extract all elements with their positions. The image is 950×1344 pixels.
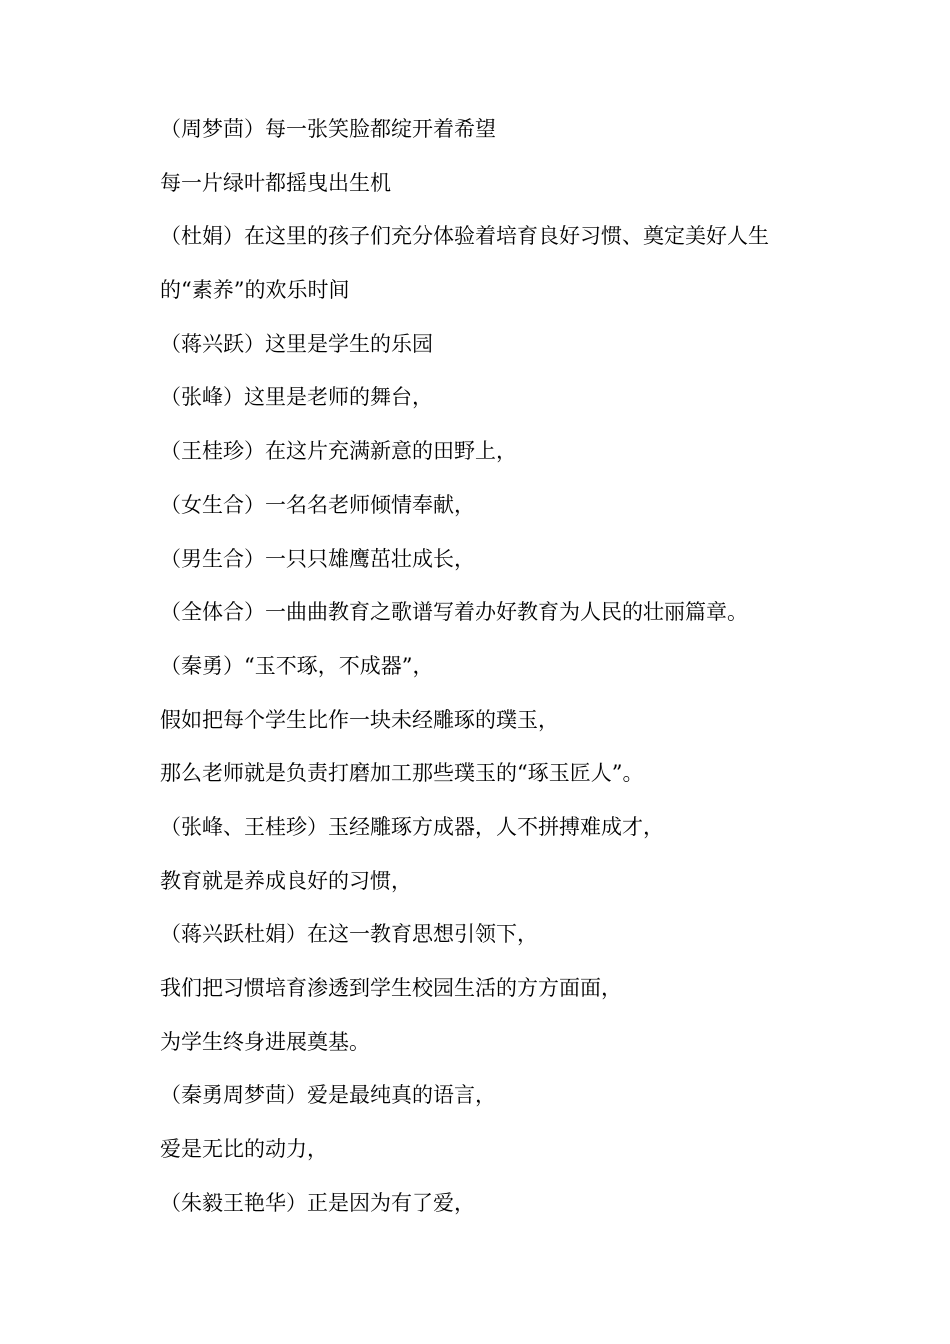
text-line: （王桂珍）在这片充满新意的田野上， (160, 439, 517, 464)
text-line: （朱毅王艳华）正是因为有了爱， (160, 1190, 475, 1215)
text-line: （周梦茴）每一张笑脸都绽开着希望 (160, 117, 496, 141)
text-line: （秦勇）“玉不琢，不成器”， (160, 653, 434, 678)
text-line: 爱是无比的动力， (160, 1137, 328, 1162)
text-line: （蒋兴跃杜娟）在这一教育思想引领下， (160, 922, 538, 947)
text-line: （秦勇周梦茴）爱是最纯真的语言， (160, 1083, 496, 1108)
text-line: 为学生终身进展奠基。 (160, 1029, 370, 1054)
document-body (160, 113, 860, 1240)
text-line: 那么老师就是负责打磨加工那些璞玉的“琢玉匠人”。 (160, 761, 644, 786)
text-line: （男生合）一只只雄鹰茁壮成长， (160, 546, 475, 571)
text-line: 的“素养”的欢乐时间 (160, 278, 350, 303)
text-line: （女生合）一名名老师倾情奉献， (160, 492, 475, 517)
text-line: （杜娟）在这里的孩子们充分体验着培育良好习惯、奠定美好人生 (160, 224, 769, 249)
text-line: （全体合）一曲曲教育之歌谱写着办好教育为人民的壮丽篇章。 (160, 600, 748, 625)
text-line: 教育就是养成良好的习惯， (160, 868, 412, 893)
text-line: （张峰、王桂珍）玉经雕琢方成器，人不拼搏难成才， (160, 814, 664, 839)
text-line: （蒋兴跃）这里是学生的乐园 (160, 331, 433, 356)
text-line: （张峰）这里是老师的舞台， (160, 385, 433, 410)
text-line: 我们把习惯培育渗透到学生校园生活的方方面面， (160, 976, 622, 1000)
text-line: 假如把每个学生比作一块未经雕琢的璞玉， (160, 707, 559, 732)
text-line: 每一片绿叶都摇曳出生机 (160, 170, 391, 195)
